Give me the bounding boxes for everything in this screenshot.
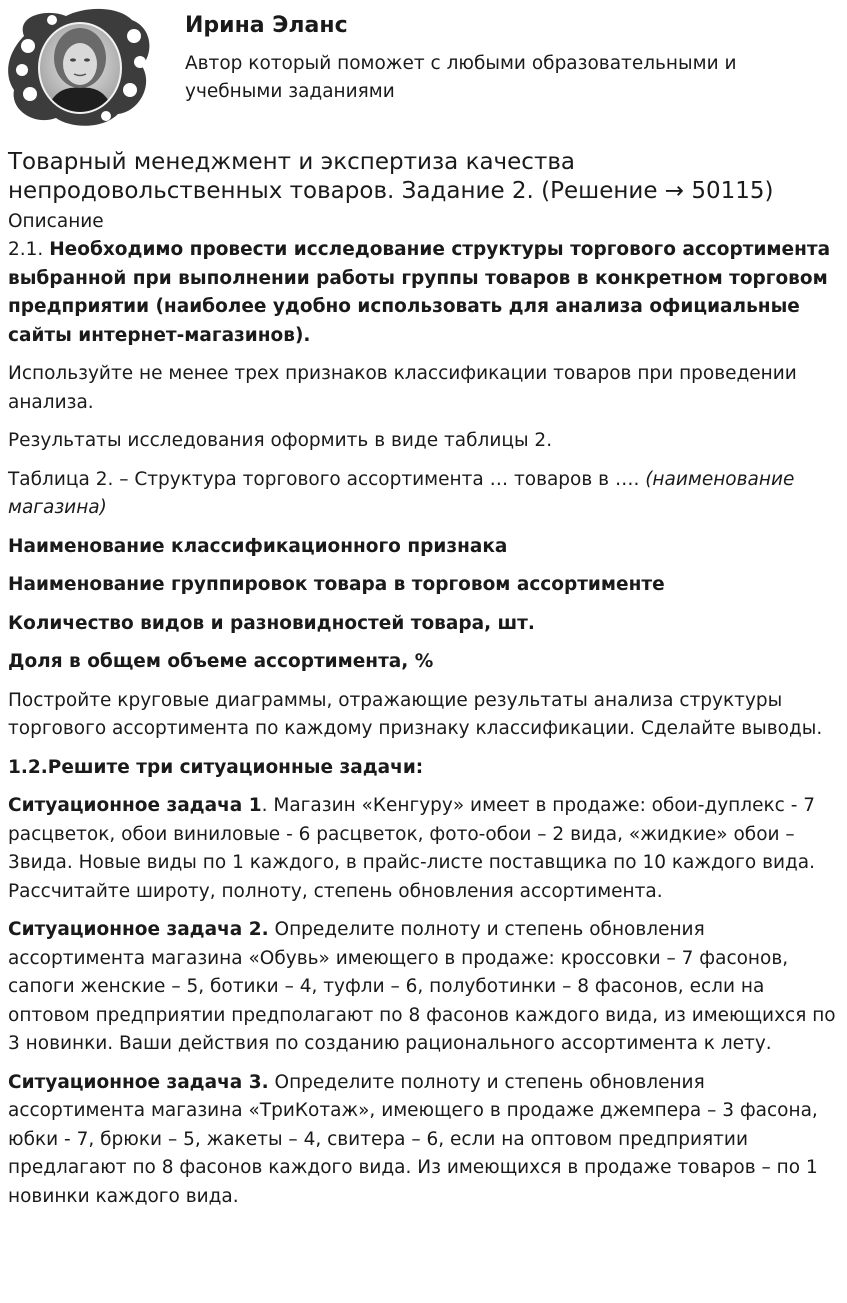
- table-caption-text: Таблица 2. – Структура торгового ассортимента … товаров в ….: [8, 468, 646, 490]
- table-caption-italic: (наименование магазина): [8, 468, 795, 518]
- author-description: Автор который поможет с любыми образовательными и учебными заданиями: [185, 53, 737, 102]
- task-1-text: . Магазин «Кенгуру» имеет в продаже: обои-дуплекс - 7 расцветок, обои виниловые - 6 расцветок, фото-обои – 2 вида, «жидкие» обои – 3вида. Новые виды по 1 каждого, в прайс-листе поставщика по 10 каждого вида. Рассчитайте широту, полноту, степень обновления ассортимента.: [8, 795, 816, 902]
- task-2-label: Ситуационное задача 2.: [8, 919, 269, 940]
- section-1-2: [8, 754, 840, 783]
- table-column-3-text: Количество видов и разновидностей товара, шт.: [8, 612, 535, 634]
- task-1-label: Ситуационное задача 1: [8, 795, 262, 816]
- section-1-2-heading: 1.2.Решите три ситуационные задачи:: [8, 756, 424, 778]
- table-column-2: [8, 571, 840, 600]
- author-avatar: [6, 6, 152, 128]
- task-3-text: Определите полноту и степень обновления ассортимента магазина «ТриКотаж», имеющего в продаже джемпера – 3 фасона, юбки - 7, брюки – 5, жакеты – 4, свитера – 6, если на оптовом предприятии предлагают по 8 фасонов каждого вида. Из имеющихся в продаже товаров – по 1 новинки каждого вида.: [8, 1071, 818, 1207]
- table-column-1-text: Наименование классификационного признака: [8, 535, 508, 557]
- table-column-3: [8, 610, 840, 639]
- paragraph-classification: Используйте не менее трех признаков классификации товаров при проведении анализа.: [8, 363, 797, 413]
- task-2-text: Определите полноту и степень обновления ассортимента магазина «Обувь» имеющего в продаже: кроссовки – 7 фасонов, сапоги женские – 5, ботики – 4, туфли – 6, полуботинки – 8 фасонов, если на оптовом предприятии предполагают по 8 фасонов каждого вида, из имеющихся по 3 новинки. Ваши действия по созданию рационального ассортимента к лету.: [8, 919, 836, 1054]
- paragraph-charts: Постройте круговые диаграммы, отражающие результаты анализа структуры торгового ассортимента по каждому признаку классификации. Сделайте выводы.: [8, 689, 823, 739]
- page-title: Товарный менеджмент и экспертиза качества непродовольственных товаров. Задание 2. (Решение → 50115): [8, 149, 774, 204]
- table-column-1: [8, 533, 840, 562]
- task-2-1-text: Необходимо провести исследование структуры торгового ассортимента выбранной при выполнении работы группы товаров в конкретном торговом предприятии (наиболее удобно использовать для анализа официальные сайты интернет-магазинов).: [8, 239, 831, 346]
- film-reel-photo-icon: [6, 6, 152, 128]
- document-body: [8, 148, 840, 1221]
- table-column-4: [8, 648, 840, 677]
- situational-task-3: [8, 1069, 840, 1212]
- table-caption: [8, 466, 840, 523]
- situational-task-2: [8, 916, 840, 1059]
- paragraph-results: Результаты исследования оформить в виде таблицы 2.: [8, 430, 553, 451]
- situational-task-1: [8, 792, 840, 906]
- task-2-1: [8, 236, 840, 350]
- author-header: [0, 0, 847, 140]
- table-column-4-text: Доля в общем объеме ассортимента, %: [8, 651, 434, 672]
- description-label: Описание: [8, 211, 104, 232]
- author-name: Ирина Эланс: [185, 13, 348, 38]
- task-3-label: Ситуационное задача 3.: [8, 1071, 269, 1093]
- task-2-1-number: 2.1.: [8, 239, 44, 260]
- table-column-2-text: Наименование группировок товара в торговом ассортименте: [8, 574, 665, 595]
